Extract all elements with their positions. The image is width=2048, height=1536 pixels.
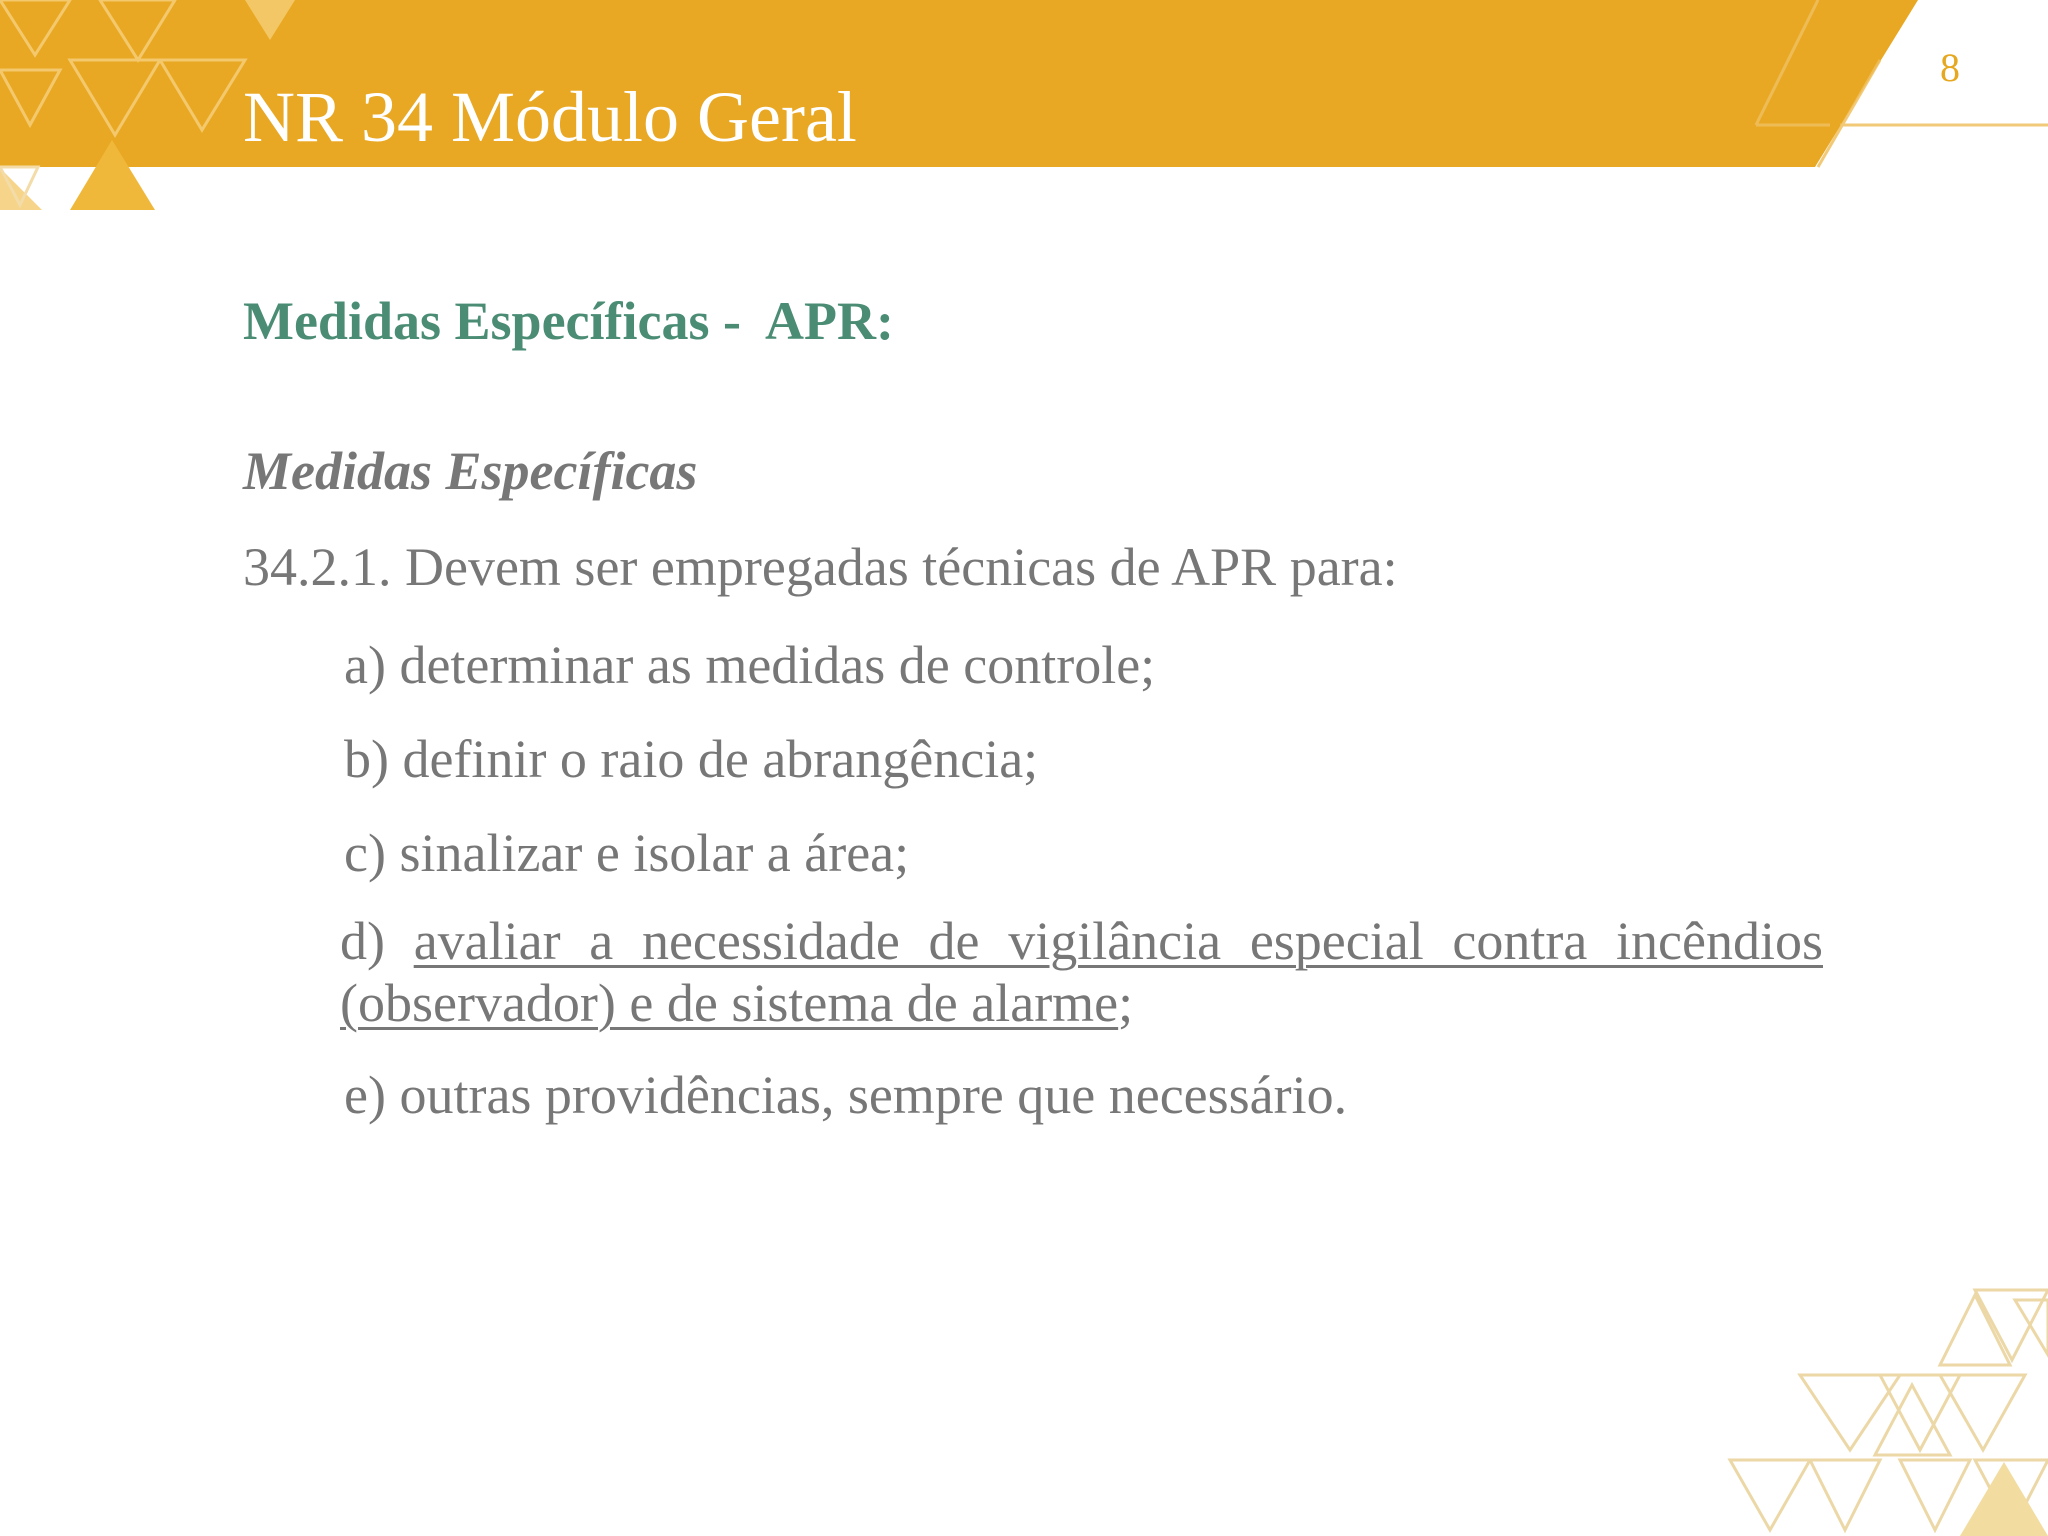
- sub-heading: Medidas Específicas: [243, 441, 698, 501]
- list-item: [340, 910, 1823, 1034]
- list-item: [344, 726, 1823, 792]
- item-prefix: b): [344, 729, 403, 789]
- item-text-underlined: avaliar a necessidade de vigilância especial contra incêndios (observador) e de sistema de alarme: [340, 911, 1823, 1033]
- item-suffix: ;: [1118, 973, 1134, 1033]
- slide-content: [243, 288, 1823, 1128]
- item-text: definir o raio de abrangência;: [402, 729, 1039, 789]
- item-prefix: a): [344, 635, 400, 695]
- item-text: outras providências, sempre que necessário.: [399, 1065, 1348, 1125]
- section-heading: Medidas Específicas - APR:: [243, 291, 894, 351]
- bottom-right-solid-triangle: [1960, 1462, 2048, 1536]
- item-text: determinar as medidas de controle;: [399, 635, 1156, 695]
- page-number: 8: [1940, 45, 1960, 90]
- intro-paragraph: 34.2.1. Devem ser empregadas técnicas de APR para:: [243, 537, 1398, 597]
- list-item: [344, 820, 1823, 886]
- slide-title: NR 34 Módulo Geral: [243, 77, 857, 157]
- item-prefix: e): [344, 1065, 400, 1125]
- list-item: [344, 1062, 1823, 1128]
- list-item: [344, 632, 1823, 698]
- item-prefix: c): [344, 823, 400, 883]
- item-prefix: d): [340, 911, 414, 971]
- item-text: sinalizar e isolar a área;: [399, 823, 910, 883]
- measures-list: [243, 632, 1823, 1128]
